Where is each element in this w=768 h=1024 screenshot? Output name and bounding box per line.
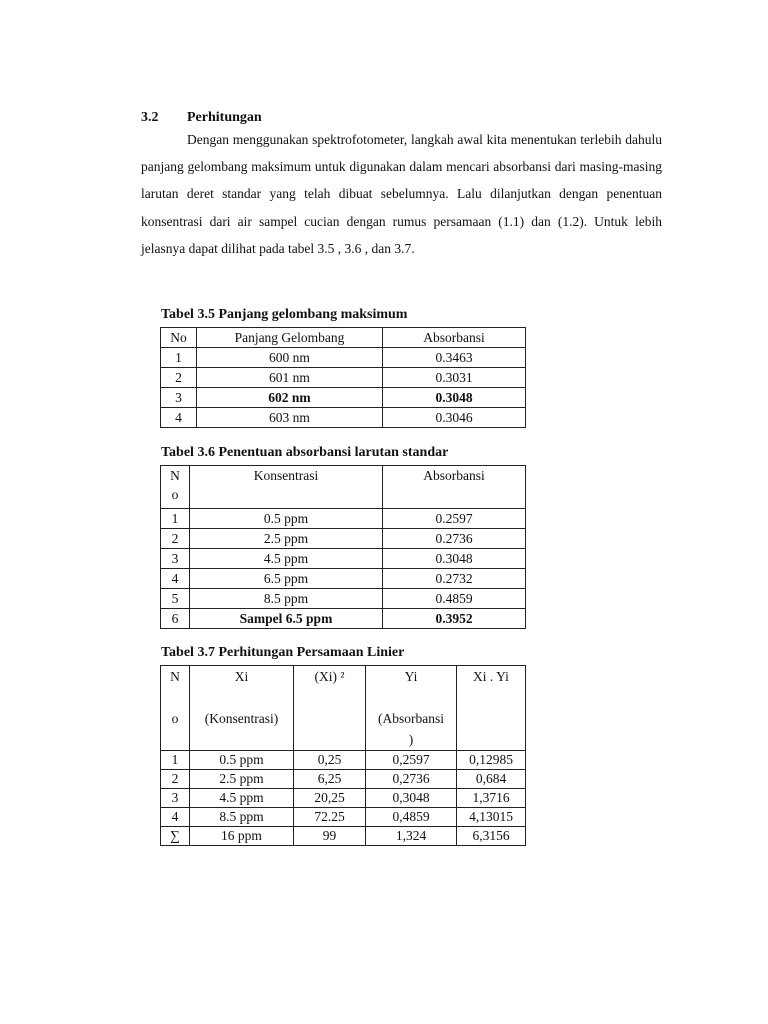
table-header-row xyxy=(161,666,526,751)
header-cell: Panjang Gelombang xyxy=(197,328,383,348)
table-cell: 6,25 xyxy=(294,770,366,789)
header-cell: Absorbansi xyxy=(383,328,526,348)
table-cell: 1 xyxy=(161,348,197,368)
table-cell: 0,684 xyxy=(457,770,526,789)
table-row xyxy=(161,751,526,770)
table-cell: 0.3031 xyxy=(383,368,526,388)
table-cell: 0.3048 xyxy=(383,388,526,408)
table-cell: 0.3463 xyxy=(383,348,526,368)
table-cell: 6.5 ppm xyxy=(190,569,383,589)
table-cell: 1 xyxy=(161,509,190,529)
table-cell: Sampel 6.5 ppm xyxy=(190,609,383,629)
table-cell: 0.5 ppm xyxy=(190,509,383,529)
section-number: 3.2 xyxy=(141,110,159,125)
sum-symbol-cell: ∑ xyxy=(161,827,190,846)
table-header-row xyxy=(161,466,526,509)
table-row xyxy=(161,789,526,808)
table-row-highlighted xyxy=(161,388,526,408)
section-title: Perhitungan xyxy=(187,110,262,125)
table-cell: 0.5 ppm xyxy=(190,751,294,770)
table-cell: 600 nm xyxy=(197,348,383,368)
table-cell: 3 xyxy=(161,388,197,408)
table-cell: 4 xyxy=(161,808,190,827)
section-paragraph: Dengan menggunakan spektrofotometer, langkah awal kita menentukan terlebih dahulu panjang gelombang maksimum untuk digunakan dalam mencari absorbansi dari masing-masing larutan deret standar yang telah dibuat sebelumnya. Lalu dilanjutkan dengan penentuan konsentrasi dari air sampel cucian dengan rumus persamaan (1.1) dan (1.2). Untuk lebih jelasnya dapat dilihat pada tabel 3.5 , 3.6 , dan 3.7. xyxy=(141,132,662,256)
table-row xyxy=(161,569,526,589)
table-cell: 5 xyxy=(161,589,190,609)
table-cell: 4 xyxy=(161,408,197,428)
table-header-row xyxy=(161,328,526,348)
table-cell: 0.2732 xyxy=(383,569,526,589)
table-cell: 1,324 xyxy=(366,827,457,846)
table-cell: 602 nm xyxy=(197,388,383,408)
table-3-5-caption: Tabel 3.5 Panjang gelombang maksimum xyxy=(161,307,408,322)
table-row xyxy=(161,529,526,549)
table-cell: 20,25 xyxy=(294,789,366,808)
table-cell: 16 ppm xyxy=(190,827,294,846)
table-cell: 4,13015 xyxy=(457,808,526,827)
table-cell: 1,3716 xyxy=(457,789,526,808)
header-cell: N o xyxy=(161,466,190,509)
table-cell: 0,3048 xyxy=(366,789,457,808)
table-3-7-caption: Tabel 3.7 Perhitungan Persamaan Linier xyxy=(161,645,405,660)
table-row xyxy=(161,348,526,368)
table-cell: 2.5 ppm xyxy=(190,770,294,789)
table-row xyxy=(161,549,526,569)
table-cell: 99 xyxy=(294,827,366,846)
table-cell: 0,2597 xyxy=(366,751,457,770)
table-cell: 2 xyxy=(161,368,197,388)
header-cell: Konsentrasi xyxy=(190,466,383,509)
table-cell: 0,25 xyxy=(294,751,366,770)
table-cell: 1 xyxy=(161,751,190,770)
header-cell: Absorbansi xyxy=(383,466,526,509)
section-heading xyxy=(141,110,262,126)
table-3-5 xyxy=(160,327,526,428)
table-cell: 2 xyxy=(161,770,190,789)
table-cell: 2.5 ppm xyxy=(190,529,383,549)
table-row-highlighted xyxy=(161,609,526,629)
table-cell: 6,3156 xyxy=(457,827,526,846)
table-cell: 3 xyxy=(161,549,190,569)
table-cell: 0,4859 xyxy=(366,808,457,827)
header-cell: Xi (Konsentrasi) xyxy=(190,666,294,751)
table-row xyxy=(161,770,526,789)
table-cell: 0.3046 xyxy=(383,408,526,428)
table-cell: 0.3952 xyxy=(383,609,526,629)
table-cell: 603 nm xyxy=(197,408,383,428)
table-cell: 0.2597 xyxy=(383,509,526,529)
table-cell: 0,2736 xyxy=(366,770,457,789)
table-row xyxy=(161,408,526,428)
table-cell: 8.5 ppm xyxy=(190,808,294,827)
table-cell: 2 xyxy=(161,529,190,549)
table-row-sum xyxy=(161,827,526,846)
header-cell: Yi (Absorbansi ) xyxy=(366,666,457,751)
table-cell: 72.25 xyxy=(294,808,366,827)
table-3-7 xyxy=(160,665,526,846)
table-row xyxy=(161,808,526,827)
table-cell: 4.5 ppm xyxy=(190,789,294,808)
table-row xyxy=(161,368,526,388)
header-cell: N o xyxy=(161,666,190,751)
header-cell: Xi . Yi xyxy=(457,666,526,751)
table-cell: 3 xyxy=(161,789,190,808)
table-3-6 xyxy=(160,465,526,629)
table-cell: 4 xyxy=(161,569,190,589)
table-3-6-caption: Tabel 3.6 Penentuan absorbansi larutan standar xyxy=(161,445,449,460)
table-cell: 0.3048 xyxy=(383,549,526,569)
table-cell: 0,12985 xyxy=(457,751,526,770)
table-cell: 4.5 ppm xyxy=(190,549,383,569)
table-cell: 601 nm xyxy=(197,368,383,388)
table-cell: 8.5 ppm xyxy=(190,589,383,609)
table-cell: 6 xyxy=(161,609,190,629)
header-cell: No xyxy=(161,328,197,348)
table-cell: 0.2736 xyxy=(383,529,526,549)
table-row xyxy=(161,509,526,529)
header-cell: (Xi) ² xyxy=(294,666,366,751)
table-row xyxy=(161,589,526,609)
table-cell: 0.4859 xyxy=(383,589,526,609)
